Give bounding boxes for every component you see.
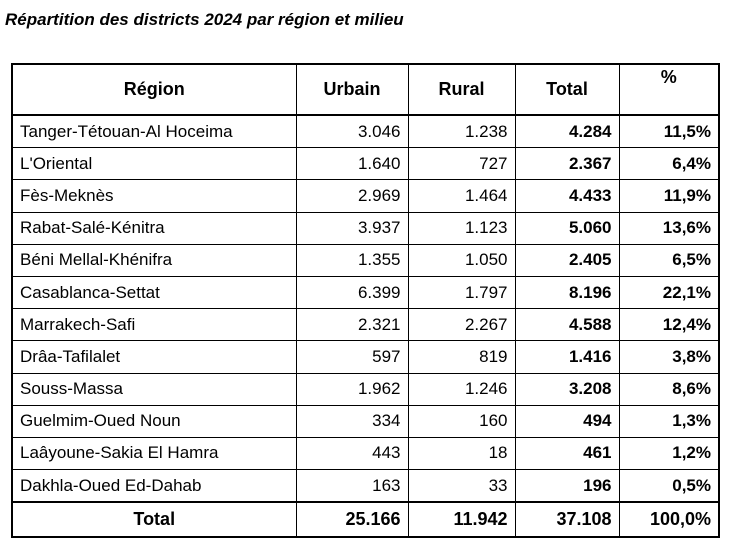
cell-rural: 18 bbox=[408, 437, 515, 469]
cell-region: Laâyoune-Sakia El Hamra bbox=[12, 437, 296, 469]
total-total: 37.108 bbox=[515, 502, 619, 537]
cell-percent: 1,2% bbox=[619, 437, 719, 469]
cell-urbain: 443 bbox=[296, 437, 408, 469]
cell-rural: 1.238 bbox=[408, 115, 515, 148]
cell-rural: 727 bbox=[408, 148, 515, 180]
cell-urbain: 2.321 bbox=[296, 309, 408, 341]
total-rural: 11.942 bbox=[408, 502, 515, 537]
cell-urbain: 597 bbox=[296, 341, 408, 373]
table-row bbox=[12, 437, 719, 469]
cell-percent: 22,1% bbox=[619, 276, 719, 308]
cell-urbain: 2.969 bbox=[296, 180, 408, 212]
total-urbain: 25.166 bbox=[296, 502, 408, 537]
table-row bbox=[12, 405, 719, 437]
cell-rural: 1.123 bbox=[408, 212, 515, 244]
cell-region: Béni Mellal-Khénifra bbox=[12, 244, 296, 276]
cell-total: 3.208 bbox=[515, 373, 619, 405]
cell-urbain: 334 bbox=[296, 405, 408, 437]
cell-region: Drâa-Tafilalet bbox=[12, 341, 296, 373]
header-rural: Rural bbox=[408, 64, 515, 115]
table-row bbox=[12, 148, 719, 180]
page-title: Répartition des districts 2024 par région et milieu bbox=[5, 10, 404, 29]
cell-percent: 3,8% bbox=[619, 341, 719, 373]
cell-region: Rabat-Salé-Kénitra bbox=[12, 212, 296, 244]
cell-region: Dakhla-Oued Ed-Dahab bbox=[12, 470, 296, 503]
header-region: Région bbox=[12, 64, 296, 115]
table-row bbox=[12, 341, 719, 373]
cell-urbain: 163 bbox=[296, 470, 408, 503]
cell-region: Marrakech-Safi bbox=[12, 309, 296, 341]
cell-rural: 160 bbox=[408, 405, 515, 437]
cell-total: 196 bbox=[515, 470, 619, 503]
cell-region: Tanger-Tétouan-Al Hoceima bbox=[12, 115, 296, 148]
cell-region: L'Oriental bbox=[12, 148, 296, 180]
table-row bbox=[12, 244, 719, 276]
cell-total: 4.588 bbox=[515, 309, 619, 341]
cell-urbain: 1.355 bbox=[296, 244, 408, 276]
table-total-row bbox=[12, 502, 719, 537]
header-percent: % bbox=[619, 64, 719, 115]
cell-total: 494 bbox=[515, 405, 619, 437]
total-label: Total bbox=[12, 502, 296, 537]
table-row bbox=[12, 276, 719, 308]
cell-region: Souss-Massa bbox=[12, 373, 296, 405]
cell-percent: 6,5% bbox=[619, 244, 719, 276]
header-total: Total bbox=[515, 64, 619, 115]
total-percent: 100,0% bbox=[619, 502, 719, 537]
table-row bbox=[12, 212, 719, 244]
table-row bbox=[12, 180, 719, 212]
cell-rural: 2.267 bbox=[408, 309, 515, 341]
cell-total: 8.196 bbox=[515, 276, 619, 308]
cell-rural: 819 bbox=[408, 341, 515, 373]
cell-urbain: 1.640 bbox=[296, 148, 408, 180]
cell-rural: 1.050 bbox=[408, 244, 515, 276]
table-header-row bbox=[12, 64, 719, 115]
cell-total: 1.416 bbox=[515, 341, 619, 373]
cell-total: 5.060 bbox=[515, 212, 619, 244]
cell-percent: 11,5% bbox=[619, 115, 719, 148]
cell-total: 2.405 bbox=[515, 244, 619, 276]
cell-rural: 1.797 bbox=[408, 276, 515, 308]
header-urbain: Urbain bbox=[296, 64, 408, 115]
cell-urbain: 3.046 bbox=[296, 115, 408, 148]
districts-table bbox=[11, 63, 720, 538]
cell-percent: 11,9% bbox=[619, 180, 719, 212]
cell-region: Guelmim-Oued Noun bbox=[12, 405, 296, 437]
cell-urbain: 1.962 bbox=[296, 373, 408, 405]
cell-total: 461 bbox=[515, 437, 619, 469]
cell-region: Fès-Meknès bbox=[12, 180, 296, 212]
cell-rural: 1.464 bbox=[408, 180, 515, 212]
cell-percent: 12,4% bbox=[619, 309, 719, 341]
table-row bbox=[12, 309, 719, 341]
cell-total: 2.367 bbox=[515, 148, 619, 180]
cell-region: Casablanca-Settat bbox=[12, 276, 296, 308]
cell-percent: 0,5% bbox=[619, 470, 719, 503]
cell-total: 4.433 bbox=[515, 180, 619, 212]
cell-urbain: 3.937 bbox=[296, 212, 408, 244]
table-row bbox=[12, 470, 719, 503]
cell-percent: 8,6% bbox=[619, 373, 719, 405]
cell-urbain: 6.399 bbox=[296, 276, 408, 308]
cell-total: 4.284 bbox=[515, 115, 619, 148]
cell-percent: 1,3% bbox=[619, 405, 719, 437]
cell-rural: 1.246 bbox=[408, 373, 515, 405]
table-row bbox=[12, 115, 719, 148]
cell-rural: 33 bbox=[408, 470, 515, 503]
cell-percent: 6,4% bbox=[619, 148, 719, 180]
table-row bbox=[12, 373, 719, 405]
cell-percent: 13,6% bbox=[619, 212, 719, 244]
